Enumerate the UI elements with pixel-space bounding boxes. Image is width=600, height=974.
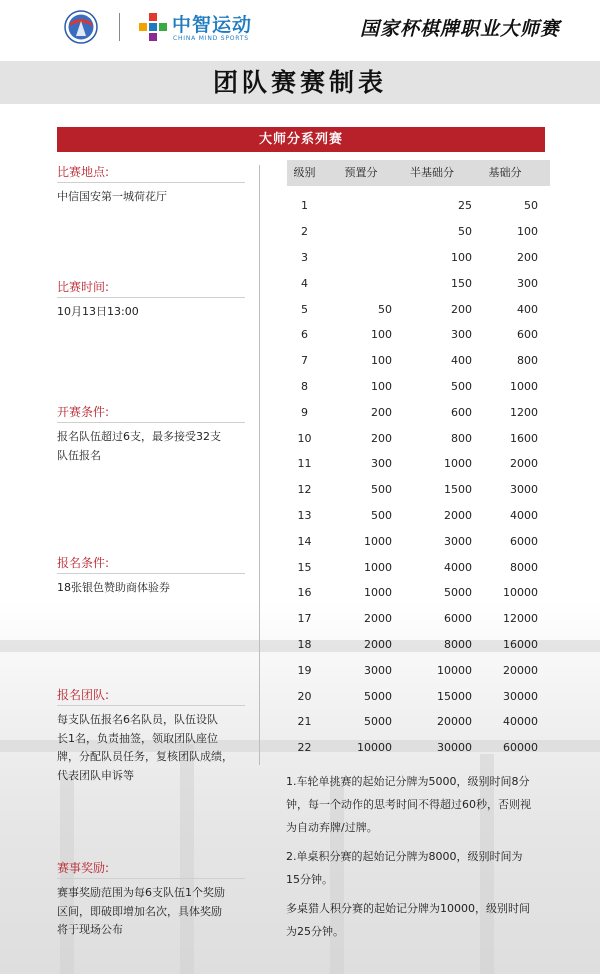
- cell-base-score: 300: [517, 276, 538, 290]
- venue-label: 比赛地点:: [57, 165, 110, 179]
- cell-half-base-score: 8000: [444, 637, 472, 651]
- table-row: [287, 219, 550, 245]
- team-block: [57, 687, 247, 785]
- table-row: [287, 528, 550, 554]
- title-band: [0, 61, 600, 104]
- cell-half-base-score: 300: [451, 328, 472, 342]
- time-rule: [57, 297, 245, 298]
- cell-preset-score: 50: [378, 302, 392, 316]
- time-label: 比赛时间:: [57, 280, 110, 294]
- cell-base-score: 8000: [510, 560, 538, 574]
- header-preset-score: 预置分: [344, 166, 378, 179]
- prize-rule: [57, 878, 245, 879]
- note-line: 多桌猎人积分赛的起始记分牌为10000，级别时间: [286, 902, 530, 915]
- table-row: [287, 425, 550, 451]
- cell-level: 15: [297, 560, 312, 574]
- table-row: [287, 374, 550, 400]
- note-3: [286, 897, 556, 943]
- signup-block: [57, 555, 247, 598]
- venue-rule: [57, 182, 245, 183]
- cell-level: 20: [297, 689, 312, 703]
- cell-level: 9: [301, 405, 308, 419]
- signup-text: 18张银色赞助商体验券: [57, 581, 170, 594]
- prize-line: 将于现场公布: [57, 923, 123, 936]
- cell-preset-score: 10000: [357, 741, 392, 755]
- cell-level: 12: [297, 483, 312, 497]
- cell-base-score: 1200: [510, 405, 538, 419]
- cell-half-base-score: 600: [451, 405, 472, 419]
- note-2: [286, 845, 556, 891]
- cell-base-score: 800: [517, 354, 538, 368]
- time-text: 10月13日13:00: [57, 305, 139, 318]
- cell-preset-score: 100: [371, 379, 392, 393]
- header-half-base-score: 半基础分: [410, 166, 454, 179]
- china-mind-sports-logo-icon: [138, 12, 168, 42]
- cell-level: 13: [297, 508, 312, 522]
- note-line: 为自动弃牌/过牌。: [286, 821, 378, 834]
- cell-preset-score: 100: [371, 328, 392, 342]
- cell-half-base-score: 10000: [437, 663, 472, 677]
- prize-label: 赛事奖励:: [57, 861, 110, 875]
- cell-level: 16: [297, 586, 312, 600]
- table-row: [287, 399, 550, 425]
- header-level: 级别: [293, 166, 316, 179]
- cell-level: 11: [297, 457, 312, 471]
- table-row: [287, 503, 550, 529]
- cell-base-score: 600: [517, 328, 538, 342]
- open-condition-block: [57, 404, 247, 465]
- cell-half-base-score: 3000: [444, 534, 472, 548]
- cell-half-base-score: 150: [451, 276, 472, 290]
- cell-half-base-score: 50: [458, 225, 472, 239]
- cell-half-base-score: 6000: [444, 612, 472, 626]
- signup-label: 报名条件:: [57, 556, 110, 570]
- cell-preset-score: 200: [371, 431, 392, 445]
- cell-level: 4: [301, 276, 308, 290]
- table-row: [287, 193, 550, 219]
- cell-preset-score: 3000: [364, 663, 392, 677]
- cell-level: 19: [297, 663, 312, 677]
- open-condition-line: 报名队伍超过6支，最多接受32支: [57, 430, 221, 443]
- cell-half-base-score: 200: [451, 302, 472, 316]
- table-row: [287, 477, 550, 503]
- cell-level: 8: [301, 379, 308, 393]
- note-line: 钟，每一个动作的思考时间不得超过60秒，否则视: [286, 798, 531, 811]
- cell-half-base-score: 100: [451, 250, 472, 264]
- venue-text: 中信国安第一城荷花厅: [57, 190, 167, 203]
- page-title: 团队赛赛制表: [212, 68, 387, 97]
- signup-rule: [57, 573, 245, 574]
- table-body: [287, 186, 550, 761]
- cell-preset-score: 1000: [364, 534, 392, 548]
- table-row: [287, 554, 550, 580]
- cell-base-score: 20000: [503, 663, 538, 677]
- cell-level: 5: [301, 302, 308, 316]
- column-divider: [259, 165, 260, 765]
- cell-level: 22: [297, 741, 312, 755]
- cell-half-base-score: 4000: [444, 560, 472, 574]
- cell-base-score: 1000: [510, 379, 538, 393]
- table-row: [287, 709, 550, 735]
- cell-half-base-score: 800: [451, 431, 472, 445]
- team-line: 代表团队申诉等: [57, 768, 134, 782]
- section-header: [57, 127, 545, 152]
- prize-line: 赛事奖励范围为每6支队伍1个奖励: [57, 886, 225, 899]
- cell-level: 6: [301, 328, 308, 342]
- cell-half-base-score: 1000: [444, 457, 472, 471]
- cell-level: 10: [297, 431, 312, 445]
- cell-preset-score: 5000: [364, 715, 392, 729]
- cell-base-score: 100: [517, 225, 538, 239]
- open-condition-rule: [57, 422, 245, 423]
- cell-level: 14: [297, 534, 312, 548]
- prize-line: 区间，即破即增加名次，具体奖励: [57, 904, 222, 918]
- table-row: [287, 322, 550, 348]
- cell-base-score: 3000: [510, 483, 538, 497]
- note-line: 为25分钟。: [286, 925, 344, 938]
- cell-base-score: 30000: [503, 689, 538, 703]
- cell-preset-score: 1000: [364, 586, 392, 600]
- team-rule: [57, 705, 245, 706]
- cell-half-base-score: 15000: [437, 689, 472, 703]
- table-row: [287, 632, 550, 658]
- cell-half-base-score: 30000: [437, 741, 472, 755]
- cell-base-score: 1600: [510, 431, 538, 445]
- table-row: [287, 735, 550, 761]
- section-title: 大师分系列赛: [258, 132, 343, 147]
- cell-preset-score: 1000: [364, 560, 392, 574]
- prize-block: [57, 860, 247, 940]
- note-line: 15分钟。: [286, 873, 333, 886]
- cell-preset-score: 2000: [364, 637, 392, 651]
- notes: [286, 770, 556, 949]
- cell-level: 21: [297, 715, 312, 729]
- cell-level: 1: [301, 199, 308, 213]
- table-row: [287, 683, 550, 709]
- cell-base-score: 400: [517, 302, 538, 316]
- table-row: [287, 296, 550, 322]
- cell-level: 18: [297, 637, 312, 651]
- cell-preset-score: 300: [371, 457, 392, 471]
- team-label: 报名团队:: [57, 688, 110, 702]
- cell-half-base-score: 20000: [437, 715, 472, 729]
- cell-preset-score: 5000: [364, 689, 392, 703]
- time-block: [57, 279, 247, 322]
- team-line: 牌，分配队员任务，复核团队成绩，: [57, 750, 233, 763]
- info-column: [0, 158, 250, 958]
- emblem-icon: [64, 10, 98, 44]
- open-condition-label: 开赛条件:: [57, 405, 110, 419]
- team-line: 每支队伍报名6名队员，队伍设队: [57, 713, 218, 726]
- cell-half-base-score: 25: [458, 199, 472, 213]
- table-header-row: [287, 160, 550, 186]
- cell-base-score: 12000: [503, 612, 538, 626]
- cell-half-base-score: 400: [451, 354, 472, 368]
- logo-chinese-text: 中智运动: [172, 14, 253, 36]
- cell-level: 3: [301, 250, 308, 264]
- header-base-score: 基础分: [488, 166, 522, 179]
- event-name: 国家杯棋牌职业大师赛: [359, 18, 560, 40]
- cell-base-score: 16000: [503, 637, 538, 651]
- cell-half-base-score: 2000: [444, 508, 472, 522]
- table-row: [287, 270, 550, 296]
- cell-half-base-score: 5000: [444, 586, 472, 600]
- header: [0, 0, 600, 56]
- table-row: [287, 657, 550, 683]
- logo-english-text: CHINA MIND SPORTS: [173, 35, 249, 42]
- cell-preset-score: 100: [371, 354, 392, 368]
- cell-base-score: 60000: [503, 741, 538, 755]
- cell-level: 2: [301, 225, 308, 239]
- header-divider: [119, 13, 120, 41]
- note-line: 2.单桌积分赛的起始记分牌为8000，级别时间为: [286, 850, 523, 863]
- cell-preset-score: 500: [371, 483, 392, 497]
- open-condition-line: 队伍报名: [57, 448, 101, 462]
- cell-preset-score: 500: [371, 508, 392, 522]
- cell-base-score: 4000: [510, 508, 538, 522]
- cell-half-base-score: 500: [451, 379, 472, 393]
- cell-preset-score: 2000: [364, 612, 392, 626]
- cell-base-score: 50: [524, 199, 538, 213]
- table-row: [287, 580, 550, 606]
- cell-level: 17: [297, 612, 312, 626]
- cell-base-score: 200: [517, 250, 538, 264]
- team-line: 长1名，负责抽签，领取团队座位: [57, 731, 218, 745]
- table-row: [287, 606, 550, 632]
- cell-base-score: 40000: [503, 715, 538, 729]
- cell-base-score: 2000: [510, 457, 538, 471]
- cell-half-base-score: 1500: [444, 483, 472, 497]
- blind-structure-table: [287, 160, 550, 761]
- note-line: 1.车轮单挑赛的起始记分牌为5000，级别时间8分: [286, 775, 530, 788]
- cell-level: 7: [301, 354, 308, 368]
- cell-preset-score: 200: [371, 405, 392, 419]
- cell-base-score: 10000: [503, 586, 538, 600]
- table-row: [287, 245, 550, 271]
- venue-block: [57, 164, 247, 207]
- cell-base-score: 6000: [510, 534, 538, 548]
- note-1: [286, 770, 556, 839]
- table-row: [287, 348, 550, 374]
- table-row: [287, 451, 550, 477]
